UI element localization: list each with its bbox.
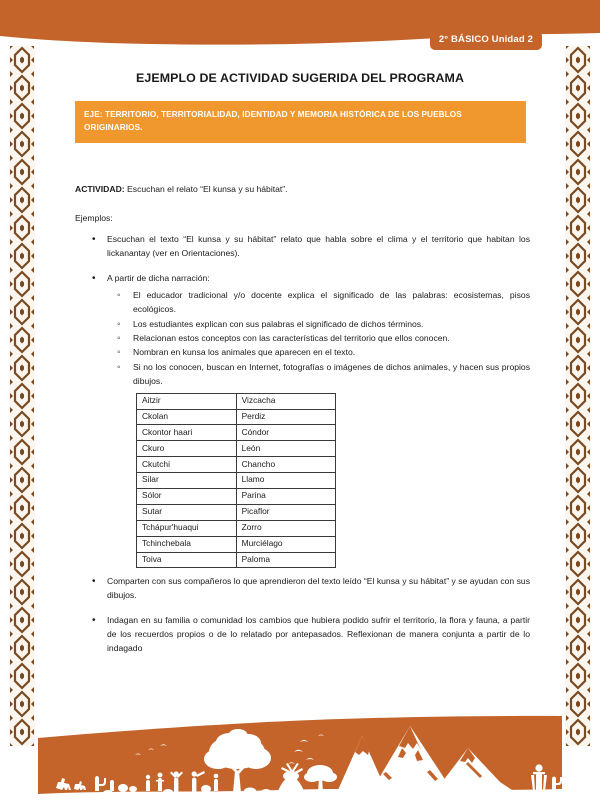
- right-ornament-border: [565, 46, 591, 746]
- cell-kunsa: Tchinchebala: [137, 536, 237, 552]
- bullet-text: Escuchan el texto “El kunsa y su hábitat” relato que habla sobre el clima y el territorio que habitan los lickanantay (ver en Orientaciones).: [107, 234, 530, 259]
- list-item: [107, 346, 530, 360]
- cell-kunsa: Sólor: [137, 488, 237, 504]
- cell-kunsa: Ckontor haari: [137, 425, 237, 441]
- closing-bullet-list: [75, 575, 530, 656]
- examples-label: Ejemplos:: [75, 213, 113, 224]
- list-item: [75, 614, 530, 656]
- cell-spanish: Chancho: [236, 457, 335, 473]
- left-ornament-border: [9, 46, 35, 746]
- sub-bullet-text: Relacionan estos conceptos con las características del territorio que ellos conocen.: [133, 332, 450, 343]
- eje-banner: EJE: TERRITORIO, TERRITORIALIDAD, IDENTIDAD Y MEMORIA HISTÓRICA DE LOS PUEBLOS ORIGINARIOS.: [75, 101, 526, 143]
- list-item: [75, 272, 530, 388]
- cell-spanish: Murciélago: [236, 536, 335, 552]
- table-row: [137, 457, 336, 473]
- page-title: EJEMPLO DE ACTIVIDAD SUGERIDA DEL PROGRAMA: [136, 71, 464, 85]
- bullet-text: Comparten con sus compañeros lo que aprendieron del texto leído “El kunsa y su hábitat” y se ayudan con sus dibujos.: [107, 576, 530, 601]
- activity-label: ACTIVIDAD:: [75, 183, 125, 194]
- table-row: [137, 520, 336, 536]
- cell-spanish: Perdiz: [236, 409, 335, 425]
- table-row: [137, 409, 336, 425]
- table-body: [137, 393, 336, 568]
- document-content: [42, 60, 558, 667]
- table-row: [137, 504, 336, 520]
- cell-spanish: Parina: [236, 488, 335, 504]
- sub-bullet-text: Si no los conocen, buscan en Internet, fotografías o imágenes de dichos animales, y hacen sus propios dibujos.: [133, 361, 530, 386]
- list-item: [75, 233, 530, 261]
- table-row: [137, 441, 336, 457]
- cell-spanish: Llamo: [236, 473, 335, 489]
- examples-bullet-list: [75, 233, 530, 388]
- cell-spanish: León: [236, 441, 335, 457]
- list-item: [107, 318, 530, 332]
- cell-kunsa: Tchápur'huaqui: [137, 520, 237, 536]
- list-item: [107, 361, 530, 389]
- cell-kunsa: Ckutchi: [137, 457, 237, 473]
- list-item: [107, 289, 530, 317]
- table-row: [137, 552, 336, 568]
- footer-landscape-illustration: [0, 690, 600, 800]
- table-row: [137, 473, 336, 489]
- cell-kunsa: Aitzir: [137, 393, 237, 409]
- cell-kunsa: Silar: [137, 473, 237, 489]
- cell-kunsa: Ckuro: [137, 441, 237, 457]
- kunsa-animal-table: [136, 393, 336, 569]
- activity-line: [75, 183, 530, 197]
- bullet-text: Indagan en su familia o comunidad los cambios que hubiera podido sufrir el territorio, la flora y fauna, a partir de los recuerdos propios o de lo relatado por antepasados. Reflexionan de manera conjunta a partir de lo indagado: [107, 615, 530, 654]
- sub-bullet-text: Nombran en kunsa los animales que aparecen en el texto.: [133, 347, 356, 358]
- sub-bullet-text: Los estudiantes explican con sus palabras el significado de dichos términos.: [133, 318, 424, 329]
- body-text-block: [75, 183, 530, 656]
- list-item: [75, 575, 530, 603]
- cell-spanish: Picaflor: [236, 504, 335, 520]
- bullet-text: A partir de dicha narración:: [107, 273, 210, 284]
- table-row: [137, 425, 336, 441]
- cell-kunsa: Sutar: [137, 504, 237, 520]
- cell-spanish: Paloma: [236, 552, 335, 568]
- table-row: [137, 393, 336, 409]
- cell-kunsa: Toiva: [137, 552, 237, 568]
- table-row: [137, 488, 336, 504]
- grade-unit-badge: 2° BÁSICO Unidad 2: [430, 31, 542, 50]
- table-row: [137, 536, 336, 552]
- sub-bullet-text: El educador tradicional y/o docente explica el significado de las palabras: ecosistemas, pisos ecológicos.: [133, 290, 530, 315]
- cell-spanish: Zorro: [236, 520, 335, 536]
- sub-bullet-list: [107, 289, 530, 388]
- cell-kunsa: Ckolan: [137, 409, 237, 425]
- cell-spanish: Vizcacha: [236, 393, 335, 409]
- cell-spanish: Cóndor: [236, 425, 335, 441]
- list-item: [107, 332, 530, 346]
- top-decorative-band: [0, 0, 600, 60]
- activity-text: Escuchan el relato “El kunsa y su hábitat”.: [124, 183, 288, 194]
